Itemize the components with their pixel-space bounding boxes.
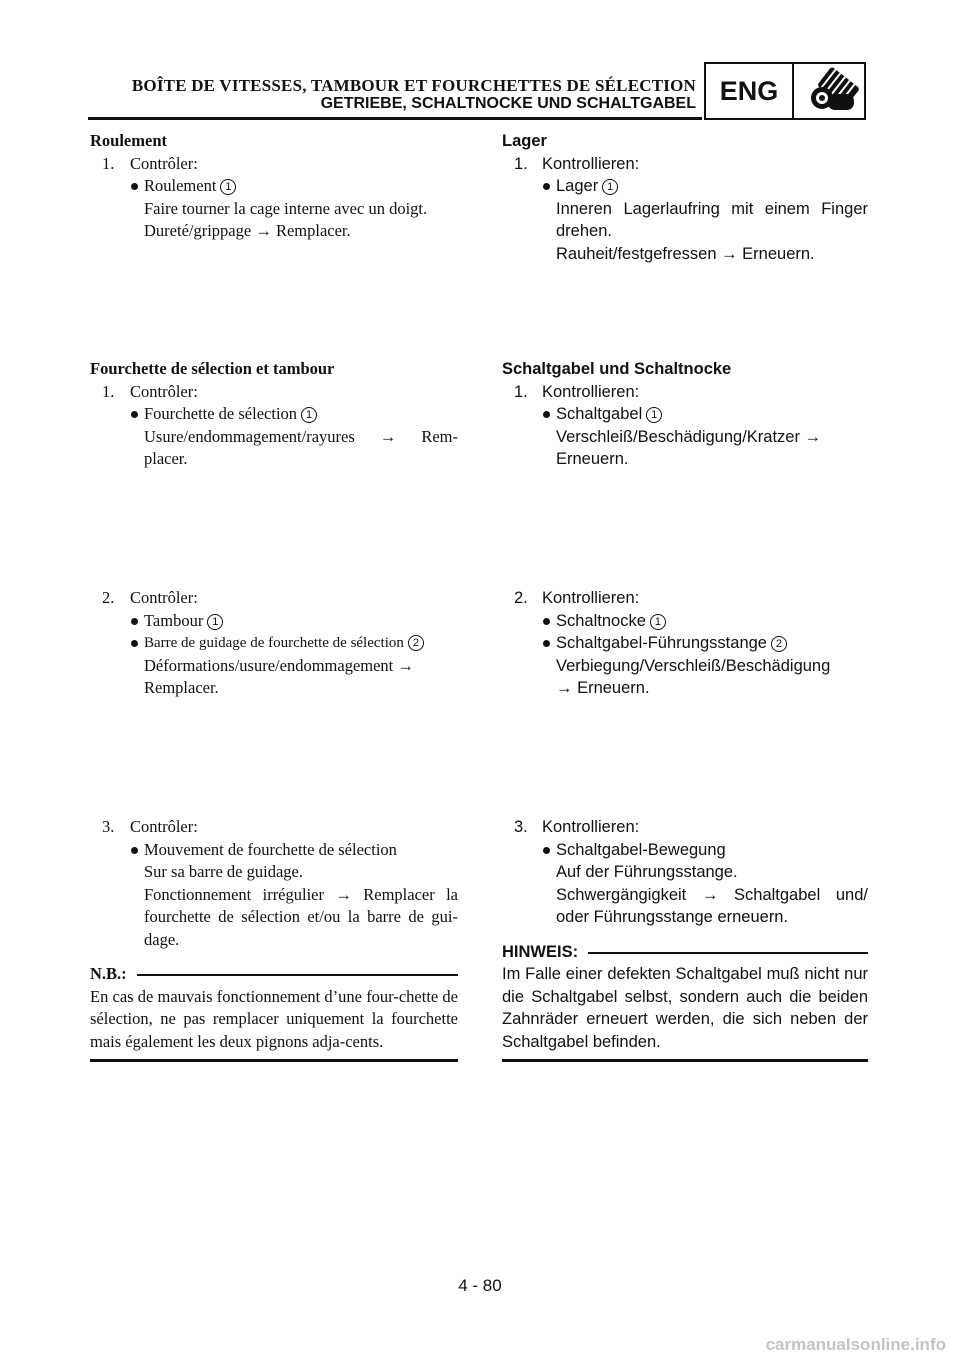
step-number: 1. xyxy=(514,382,528,401)
fr-fourchette-item2a xyxy=(90,610,458,633)
page-number: 4 - 80 xyxy=(458,1276,502,1295)
callout-ref: 1 xyxy=(220,179,236,195)
section-label: ENG xyxy=(706,64,794,118)
fr-note-text: En cas de mauvais fonctionnement d’une four-chette de sélection, ne pas remplacer uniquement la fourchette mais également les deux pignons adja-cents. xyxy=(90,986,458,1051)
step-label: Kontrollieren: xyxy=(542,818,640,836)
de-schaltgabel-s1-line2: Erneuern. xyxy=(556,450,629,468)
item-label: Roulement xyxy=(144,176,217,195)
fr-roulement-line1: Faire tourner la cage interne avec un doigt. xyxy=(144,198,428,218)
fr-roulement-item xyxy=(90,175,458,198)
fr-fourchette-s3-line1: Sur sa barre de guidage. xyxy=(144,862,303,881)
callout-ref: 1 xyxy=(207,614,223,630)
de-lager-step xyxy=(502,153,868,176)
watermark: carmanualsonline.info xyxy=(765,1335,946,1354)
step-number: 1. xyxy=(514,154,528,173)
callout-ref: 2 xyxy=(408,635,424,651)
de-schaltgabel-item2a xyxy=(502,610,868,633)
de-lager-item xyxy=(502,175,868,198)
header-title-de: GETRIEBE, SCHALTNOCKE UND SCHALTGABEL xyxy=(320,95,696,112)
de-schaltgabel-step2 xyxy=(502,587,868,610)
fr-fourchette-s1-line1: Usure/endommagement/rayures → Rem- xyxy=(144,426,458,446)
de-note-label: HINWEIS: xyxy=(502,942,579,961)
step-number: 3. xyxy=(102,817,115,836)
fr-roulement-line2: Dureté/grippage → Remplacer. xyxy=(144,221,351,240)
step-label: Contrôler: xyxy=(130,817,198,836)
fr-fourchette-s2-line1: Déformations/usure/endommagement → xyxy=(144,655,414,675)
de-lager-title: Lager xyxy=(502,132,547,150)
step-label: Kontrollieren: xyxy=(542,382,640,401)
de-schaltgabel-step3 xyxy=(502,816,868,839)
fr-fourchette-step2 xyxy=(90,587,458,610)
de-schaltgabel-title: Schaltgabel und Schaltnocke xyxy=(502,360,732,378)
fr-fourchette-step1 xyxy=(90,381,458,404)
de-lager-line1: Inneren Lagerlaufring mit einem Finger drehen. xyxy=(556,199,868,240)
engine-gear-icon xyxy=(794,64,864,118)
de-lager-line2: Rauheit/festgefressen → Erneuern. xyxy=(556,244,815,263)
step-number: 3. xyxy=(514,818,528,836)
de-lager-section xyxy=(502,130,868,265)
de-schaltgabel-step3-block xyxy=(502,816,868,1062)
step-number: 1. xyxy=(102,153,115,173)
item-label: Barre de guidage de fourchette de sélection xyxy=(144,635,404,651)
callout-ref: 1 xyxy=(301,407,317,423)
item-label: Lager xyxy=(556,177,599,195)
de-schaltgabel-s2-line1: Verbiegung/Verschleiß/Beschädigung xyxy=(556,656,831,675)
callout-ref: 1 xyxy=(650,614,666,630)
fr-fourchette-s1-line2: placer. xyxy=(144,449,188,468)
item-label: Fourchette de sélection xyxy=(144,404,298,423)
header-title-fr: BOÎTE DE VITESSES, TAMBOUR ET FOURCHETTES DE SÉLECTION xyxy=(131,76,696,95)
fr-fourchette-step3-block xyxy=(90,816,458,1062)
callout-ref: 1 xyxy=(602,179,618,195)
fr-roulement-section xyxy=(90,130,458,243)
step-number: 2. xyxy=(102,588,115,607)
note-end-rule xyxy=(90,1059,458,1062)
callout-ref: 2 xyxy=(771,636,787,652)
header-rule xyxy=(88,117,702,120)
item-label: Schaltgabel-Bewegung xyxy=(556,840,726,859)
fr-fourchette-s2-line2: Remplacer. xyxy=(144,678,219,697)
de-note-header xyxy=(502,941,868,964)
de-schaltgabel-section xyxy=(502,358,868,471)
step-label: Contrôler: xyxy=(130,381,198,401)
de-schaltgabel-step1 xyxy=(502,381,868,404)
step-number: 1. xyxy=(102,381,115,401)
fr-roulement-title: Roulement xyxy=(90,131,167,150)
fr-fourchette-step3 xyxy=(90,816,458,839)
de-schaltgabel-item1 xyxy=(502,403,868,426)
de-schaltgabel-s3-line1: Auf der Führungsstange. xyxy=(556,863,738,881)
de-schaltgabel-item3 xyxy=(502,839,868,862)
step-label: Kontrollieren: xyxy=(542,589,640,607)
item-label: Schaltnocke xyxy=(556,611,646,630)
fr-fourchette-s3-line2: Fonctionnement irrégulier → Remplacer la fourchette de sélection et/ou la barre de gui-dage. xyxy=(144,884,458,949)
fr-note-header xyxy=(90,963,458,986)
item-label: Mouvement de fourchette de sélection xyxy=(144,839,397,859)
step-label: Kontrollieren: xyxy=(542,154,640,173)
de-schaltgabel-s3-line2: Schwergängigkeit → Schaltgabel und/ oder Führungsstange erneuern. xyxy=(556,885,868,926)
fr-fourchette-item1 xyxy=(90,403,458,426)
item-label: Schaltgabel xyxy=(556,405,643,423)
fr-note-label: N.B.: xyxy=(90,964,127,983)
item-label: Tambour xyxy=(144,610,204,630)
fr-fourchette-section xyxy=(90,358,458,471)
de-schaltgabel-s2-line2: → Erneuern. xyxy=(556,679,650,697)
de-schaltgabel-step2-block xyxy=(502,587,868,700)
note-rule xyxy=(588,952,868,954)
de-schaltgabel-s1-line1: Verschleiß/Beschädigung/Kratzer → xyxy=(556,427,822,446)
de-note-text: Im Falle einer defekten Schaltgabel muß nicht nur die Schaltgabel selbst, sondern auch die beiden Zahnräder erneuert werden, die sich neben der Schaltgabel befinden. xyxy=(502,965,868,1051)
fr-roulement-step xyxy=(90,153,458,176)
note-end-rule xyxy=(502,1059,868,1062)
step-label: Contrôler: xyxy=(130,153,198,173)
fr-fourchette-item3 xyxy=(90,839,458,862)
callout-ref: 1 xyxy=(646,407,662,423)
step-label: Contrôler: xyxy=(130,588,198,607)
fr-fourchette-title: Fourchette de sélection et tambour xyxy=(90,359,335,378)
fr-fourchette-step2-block xyxy=(90,587,458,700)
note-rule xyxy=(137,974,458,976)
fr-fourchette-item2b xyxy=(90,632,458,655)
step-number: 2. xyxy=(514,589,528,607)
section-badge xyxy=(704,62,866,120)
item-label: Schaltgabel-Führungsstange xyxy=(556,634,767,652)
de-schaltgabel-item2b xyxy=(502,632,868,655)
